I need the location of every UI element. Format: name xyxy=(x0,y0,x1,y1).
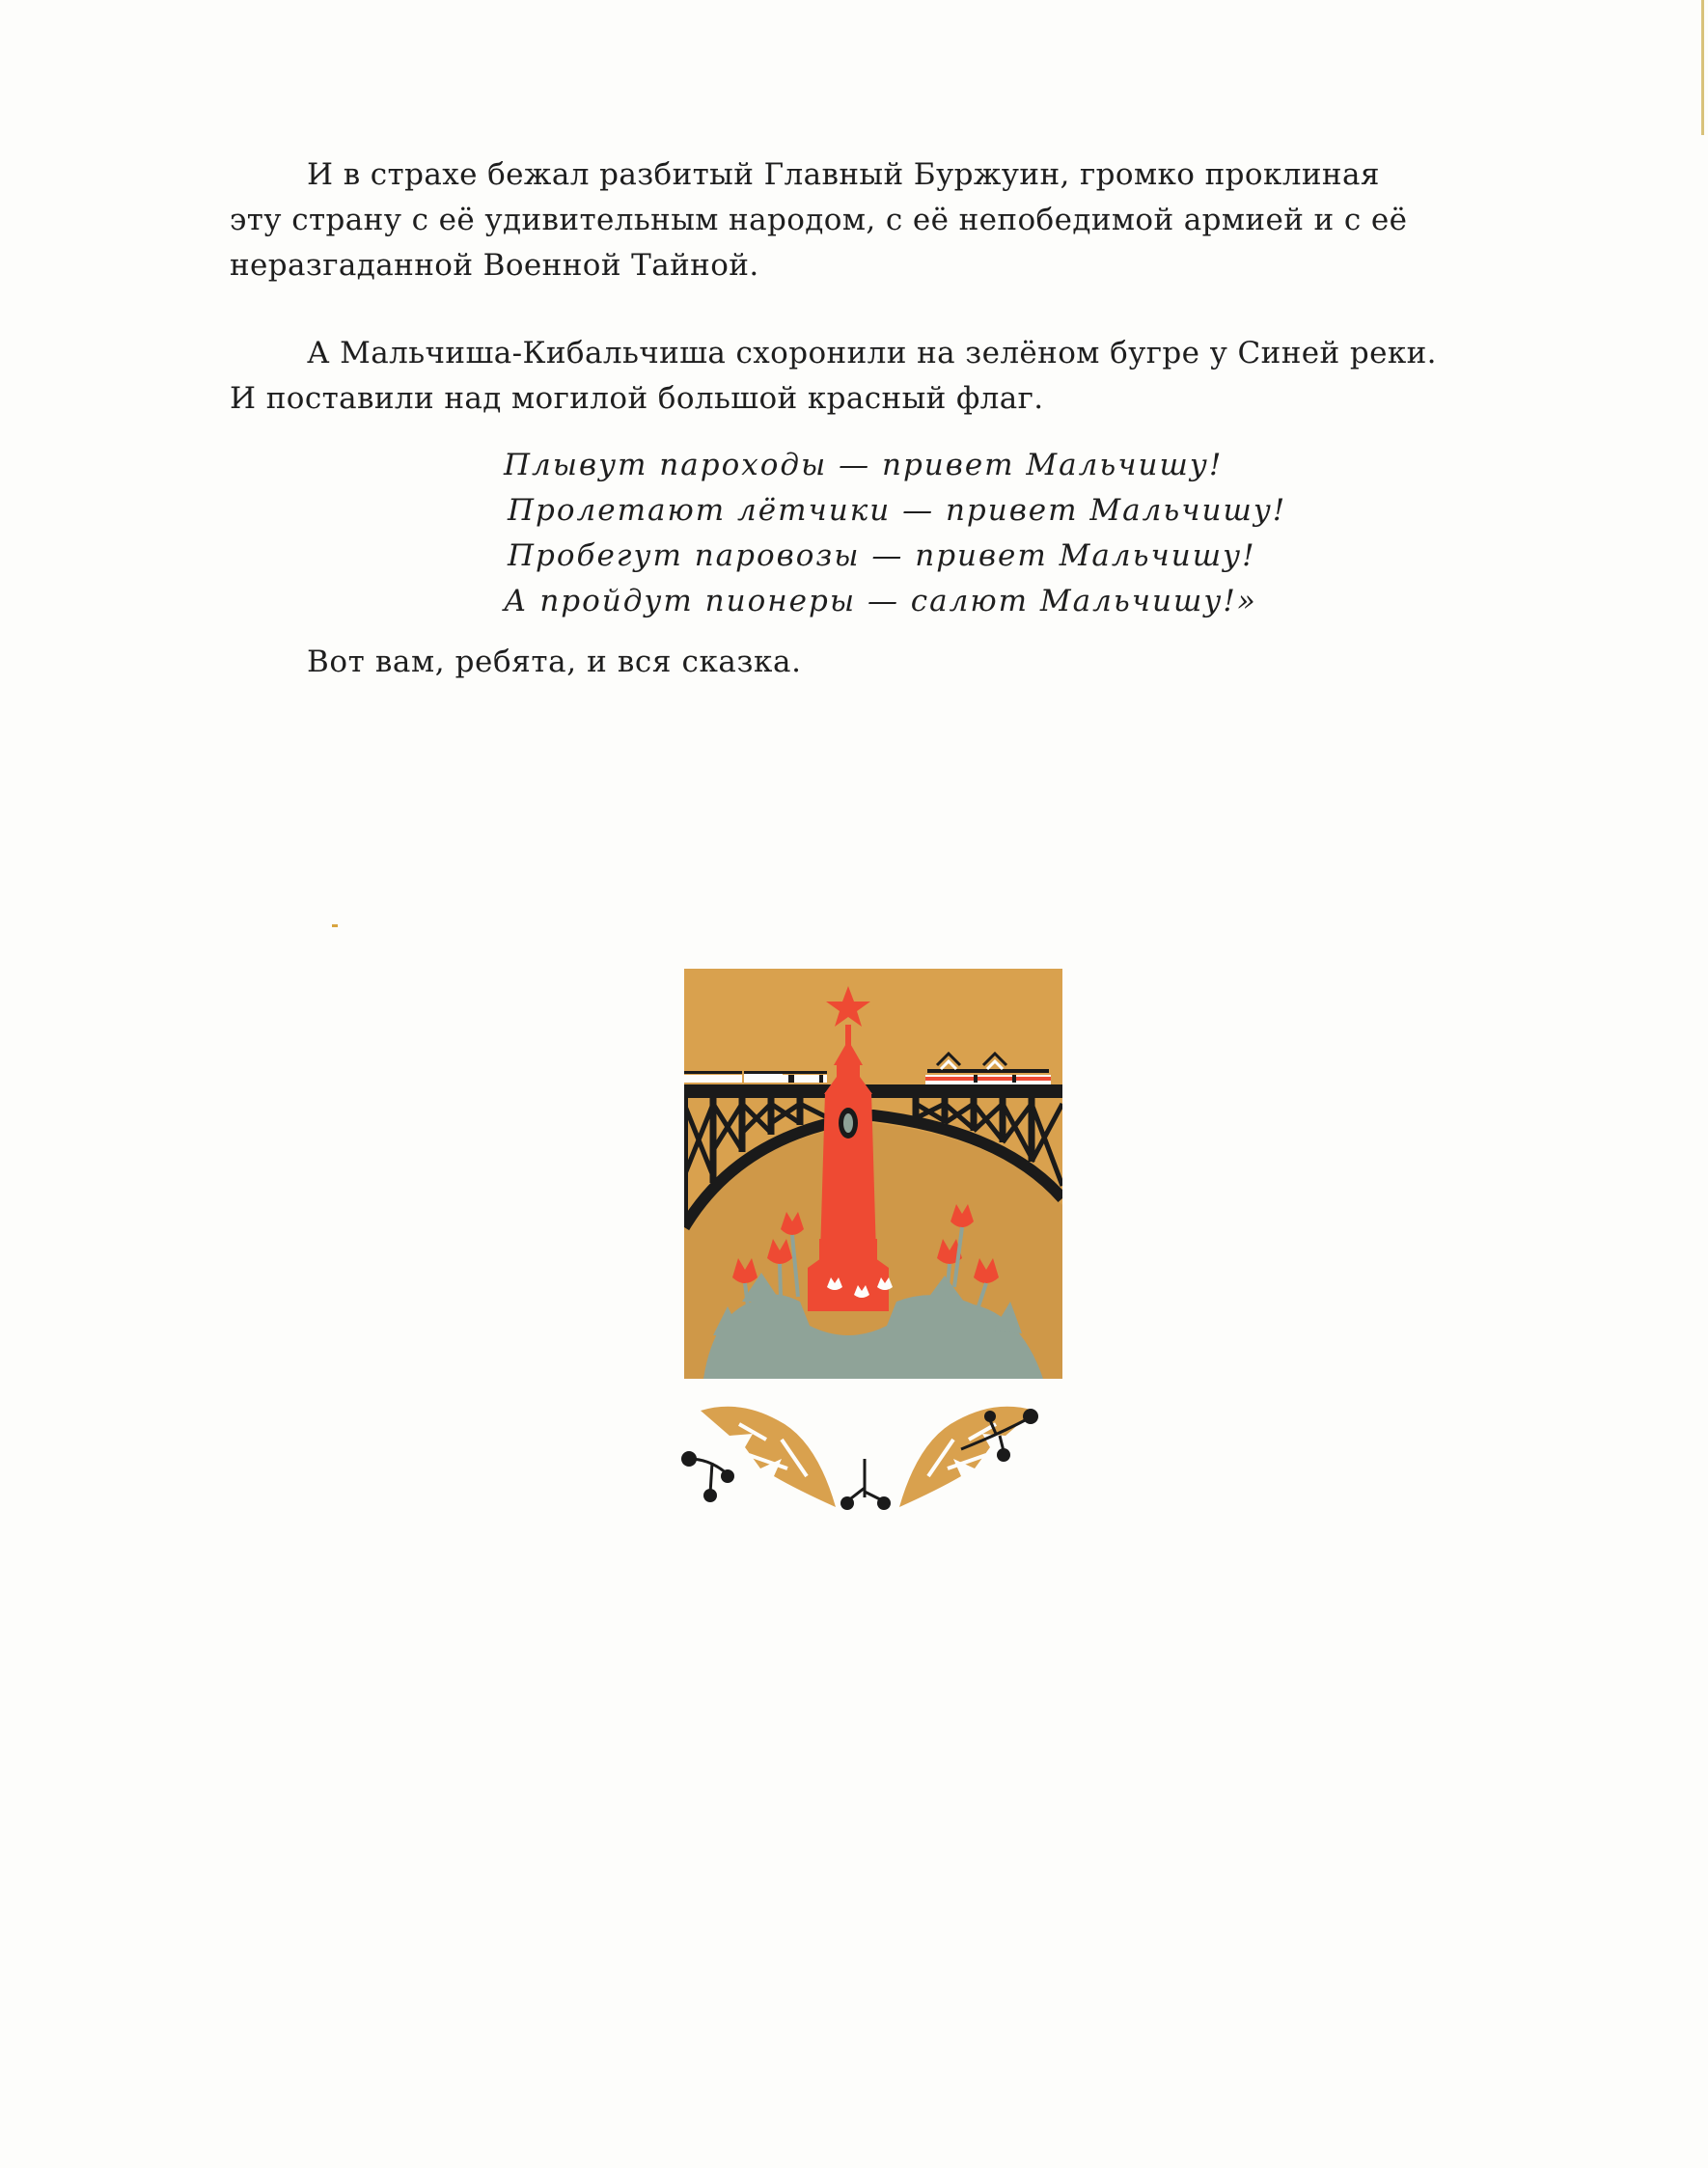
paragraph-line: эту страну с её удивительным народом, с её непобедимой армией и с её xyxy=(230,203,1408,237)
poem-line: А пройдут пионеры — салют Мальчишу!» xyxy=(504,584,1257,618)
paragraph-line: И в страхе бежал разбитый Главный Буржуин, громко проклиная xyxy=(307,157,1380,192)
paragraph-line: А Мальчиша-Кибальчиша схоронили на зелёном бугре у Синей реки. xyxy=(307,336,1437,370)
poem-line: Пролетают лётчики — привет Мальчишу! xyxy=(508,493,1287,528)
closing-line: Вот вам, ребята, и вся сказка. xyxy=(307,645,802,679)
print-speck xyxy=(332,924,338,927)
paragraph-buржuin-fled xyxy=(230,152,1530,288)
leaf-icon xyxy=(701,1407,836,1507)
leaves-ornament xyxy=(681,1401,1054,1515)
leaf-icon xyxy=(899,1407,1034,1507)
paragraph-burial xyxy=(230,331,1530,422)
page-edge-line xyxy=(1701,0,1704,135)
poem-line: Пробегут паровозы — привет Мальчишу! xyxy=(508,538,1256,573)
paragraph-line: неразгаданной Военной Тайной. xyxy=(230,248,759,283)
kremlin-tower-illustration xyxy=(684,969,1062,1379)
paragraph-line: И поставили над могилой большой красный флаг. xyxy=(230,381,1044,416)
poem-line: Плывут пароходы — привет Мальчишу! xyxy=(504,448,1224,482)
poem-stanza xyxy=(504,443,1286,624)
